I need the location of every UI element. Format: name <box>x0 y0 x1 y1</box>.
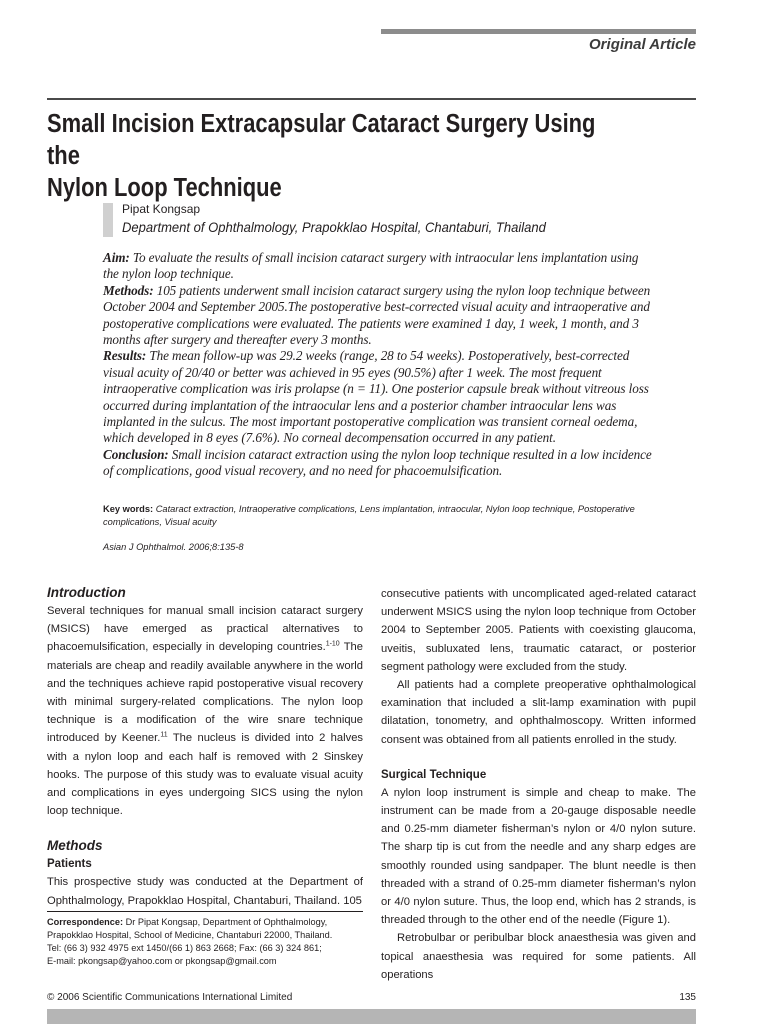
abstract <box>103 250 653 480</box>
correspondence-label: Correspondence: <box>47 917 124 927</box>
methods-heading: Methods <box>47 838 103 854</box>
author-marker <box>103 203 113 237</box>
correspondence-line-3: Tel: (66 3) 932 4975 ext 1450/(66 1) 863 2668; Fax: (66 3) 324 861; <box>47 943 322 953</box>
introduction-paragraph <box>47 602 363 820</box>
abstract-conclusion <box>103 447 653 480</box>
reference-superscript: 11 <box>160 731 168 739</box>
methods-text: 105 patients underwent small incision cataract surgery using the nylon loop technique between October 2004 and September 2005.The postoperative best-corrected visual acuity and intraoperative and postoperative complications were evaluated. The patients were examined 1 day, 1 week, 1 month, and 3 months after surgery and thereafter every 3 months. <box>103 282 651 348</box>
author-affiliation: Department of Ophthalmology, Prapokklao Hospital, Chantaburi, Thailand <box>122 219 546 235</box>
left-column <box>47 584 363 910</box>
title-rule <box>47 98 696 100</box>
intro-text-b: The materials are cheap and readily available anywhere in the world and the techniques achieve rapid postoperative visual recovery with minimal surgery-related complications. The nylon loop technique is a modification of the wire snare technique introduced by Keener. <box>47 641 363 745</box>
abstract-aim <box>103 250 653 283</box>
title-line-1: Small Incision Extracapsular Cataract Surgery Using the <box>47 110 596 170</box>
right-paragraph-2: All patients had a complete preoperative ophthalmological examination that included a slit-lamp examination with pupil dilatation, tonometry, and ophthalmoscopy. Written informed consent was obtained from all patients enrolled in the study. <box>381 679 696 746</box>
intro-text-c: The nucleus is divided into 2 halves with a nylon loop and each half is removed with 2 Sinskey hooks. The purpose of this study was to evaluate visual acuity and complications in eyes undergoing SICS using the nylon loop technique. <box>47 732 364 818</box>
right-paragraph-1: consecutive patients with uncomplicated aged-related cataract underwent MSICS using the nylon loop technique from October 2004 to September 2005. Patients with coexisting glaucoma, uveitis, subluxated lens, traumatic cataract, or posterior segment pathology were excluded from the study. <box>381 588 696 673</box>
intro-text-a: Several techniques for manual small incision cataract surgery (MSICS) have emerged as practical alternatives to phacoemulsification, especially in developing countries. <box>47 605 363 654</box>
patients-heading: Patients <box>47 858 92 871</box>
results-text: The mean follow-up was 29.2 weeks (range, 28 to 54 weeks). Postoperatively, best-corrected visual acuity of 20/40 or better was achieved in 95 eyes (90.5%) after 1 week. The most frequent intraoperative complication was iris prolapse (n = 11). One posterior capsule break without vitreous loss occurred during implantation of the intraocular lens and a posterior chamber intraocular lens was implanted in the sulcus. The most important postoperative complication was transient corneal oedema, which developed in 8 eyes (7.6%). No corneal decompensation occurred in any patient. <box>103 348 649 446</box>
page-number: 135 <box>679 992 696 1003</box>
copyright: © 2006 Scientific Communications International Limited <box>47 992 293 1003</box>
correspondence-line-1: Dr Pipat Kongsap, Department of Ophthalmology, <box>123 917 328 927</box>
aim-text: To evaluate the results of small incision cataract surgery with intraocular lens implantation using the nylon loop technique. <box>103 250 639 282</box>
footer-bar <box>47 1009 696 1024</box>
keywords <box>103 503 663 529</box>
results-label: Results: <box>103 348 147 364</box>
correspondence-rule <box>47 911 363 912</box>
conclusion-label: Conclusion: <box>103 446 169 462</box>
keywords-label: Key words: <box>103 504 154 514</box>
patients-paragraph: This prospective study was conducted at the Department of Ophthalmology, Prapokklao Hospital, Chantaburi, Thailand. 105 <box>47 876 363 907</box>
article-title <box>47 108 615 204</box>
right-column <box>381 585 696 984</box>
correspondence-email: E-mail: pkongsap@yahoo.com or pkongsap@gmail.com <box>47 956 277 966</box>
methods-label: Methods: <box>103 282 154 298</box>
article-type-label: Original Article <box>589 36 696 53</box>
correspondence <box>47 916 367 968</box>
aim-label: Aim: <box>103 250 130 265</box>
keywords-text: Cataract extraction, Intraoperative complications, Lens implantation, intraocular, Nylon loop technique, Postoperative complications, Visual acuity <box>103 504 635 527</box>
right-paragraph-3: A nylon loop instrument is simple and cheap to make. The instrument can be made from a 20-gauge disposable needle and 0.25-mm diameter fisherman’s nylon or 4/0 nylon suture. The sharp tip is cut from the needle and any sharp edges are smoothly rounded using sandpaper. The blunt needle is then threaded with a strand of 0.25-mm diameter fisherman’s nylon or 4/0 nylon suture. Thus, the loop end, which has 2 strands, is threaded through to the other end of the needle (Figure 1). <box>381 786 696 927</box>
header-rule <box>381 29 696 34</box>
introduction-heading: Introduction <box>47 585 126 600</box>
conclusion-text: Small incision cataract extraction using the nylon loop technique resulted in a low incidence of complications, good visual recovery, and no need for phacoemulsification. <box>103 446 652 479</box>
author-name: Pipat Kongsap <box>122 202 201 216</box>
title-line-2: Nylon Loop Technique <box>47 174 282 202</box>
reference-superscript: 1-10 <box>325 640 340 648</box>
right-paragraph-4: Retrobulbar or peribulbar block anaesthesia was given and topical anaesthesia was required for some patients. All operations <box>381 932 696 981</box>
citation: Asian J Ophthalmol. 2006;8:135-8 <box>103 542 244 552</box>
correspondence-line-2: Prapokklao Hospital, School of Medicine, Chantaburi 22000, Thailand. <box>47 930 333 940</box>
surgical-technique-heading: Surgical Technique <box>381 768 487 781</box>
abstract-methods <box>103 283 653 349</box>
abstract-results <box>103 348 653 446</box>
